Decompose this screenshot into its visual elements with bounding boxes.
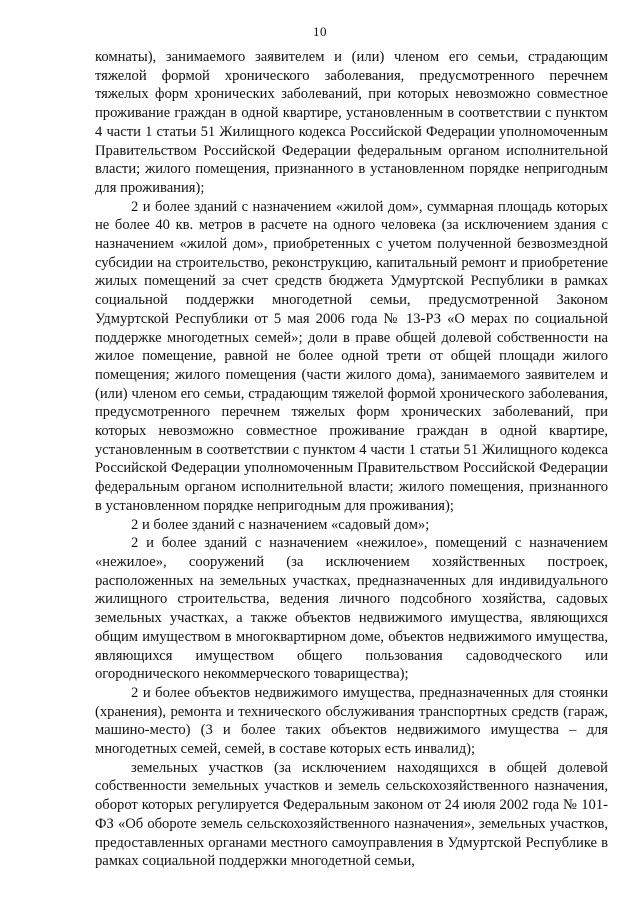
page-number: 10 bbox=[313, 24, 327, 39]
paragraph-non-residential-buildings: 2 и более зданий с назначением «нежилое», помещений с назначением «нежилое», сооружений (за исключением хозяйственных построек, расположенных на земельных участках, предназначенных для индивидуального жилищного строительства, ведения личного подсобного хозяйства, садовых земельных участках, а также объектов недвижимого имущества, являющихся общим имуществом в многоквартирном доме, объектов недвижимого имущества, являющихся имуществом общего пользования садоводческого или огороднического некоммерческого товарищества); bbox=[95, 535, 608, 683]
paragraph-vehicle-storage: 2 и более объектов недвижимого имущества, предназначенных для стоянки (хранения), ремонта и технического обслуживания транспортных средств (гараж, машино-место) (3 и более таких объектов недвижимого имущества – для многодетных семей, семей, в составе которых есть инвалид); bbox=[95, 684, 608, 758]
paragraph-land-plots: земельных участков (за исключением находящихся в общей долевой собственности земельных участков и земель сельскохозяйственного назначения, оборот которых регулируется Федеральным законом от 24 июля 2002 года № 101-ФЗ «Об обороте земель сельскохозяйственного назначения», земельных участков, предоставленных органами местного самоуправления в Удмуртской Республике в рамках социальной поддержки многодетной семьи, bbox=[95, 759, 608, 870]
paragraph-residential-houses: 2 и более зданий с назначением «жилой дом», суммарная площадь которых не более 40 кв. метров в расчете на одного человека (за исключением здания с назначением «жилой дом», приобретенных с учетом полученной безвозмездной субсидии на строительство, реконструкцию, капитальный ремонт и приобретение жилых помещений за счет средств бюджета Удмуртской Республики в рамках социальной поддержки многодетной семьи, предусмотренной Законом Удмуртской Республики от 5 мая 2006 года № 13-РЗ «О мерах по социальной поддержке многодетных семей»; доли в праве общей долевой собственности на жилое помещение, равной не более одной трети от общей площади жилого помещения; жилого помещения (части жилого дома), занимаемого заявителем и (или) членом его семьи, страдающим тяжелой формой хронического заболевания, предусмотренного перечнем тяжелых форм хронических заболеваний, при которых невозможно совместное проживание граждан в одной квартире, установленным в соответствии с пунктом 4 части 1 статьи 51 Жилищного кодекса Российской Федерации уполномоченным Правительством Российской Федерации федеральным органом исполнительной власти; жилого помещения, признанного в установленном порядке непригодным для проживания); bbox=[95, 198, 608, 514]
body-text bbox=[95, 48, 608, 871]
paragraph-continuation-premises: комнаты), занимаемого заявителем и (или) членом его семьи, страдающим тяжелой формой хронического заболевания, предусмотренного перечнем тяжелых форм хронических заболеваний, при которых невозможно совместное проживание граждан в одной квартире, установленным в соответствии с пунктом 4 части 1 статьи 51 Жилищного кодекса Российской Федерации уполномоченным Правительством Российской Федерации федеральным органом исполнительной власти; жилого помещения, признанного в установленном порядке непригодным для проживания); bbox=[95, 49, 608, 196]
paragraph-garden-houses: 2 и более зданий с назначением «садовый дом»; bbox=[131, 516, 430, 533]
